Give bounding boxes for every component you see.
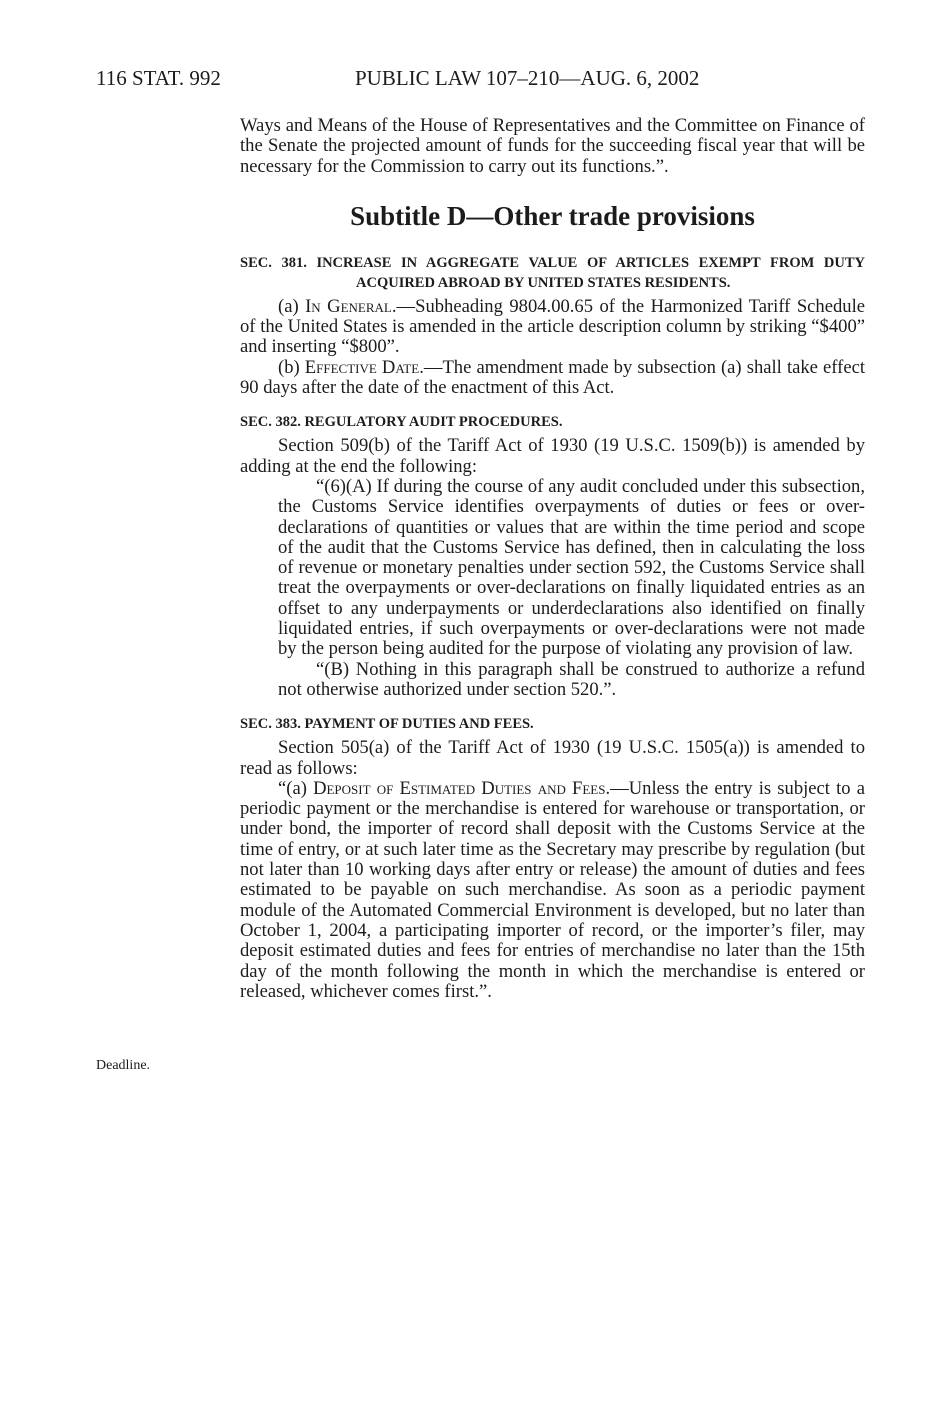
sec-381-subsection-a [240, 297, 865, 358]
sec-382-quote-a: “(6)(A) If during the course of any audit concluded under this subsection, the Customs Service identifies overpayments of duties or fees or over-declarations of quantities or values that are within the time period and scope of the audit that the Customs Service has defined, then in calculating the loss of revenue or monetary penalties under section 592, the Customs Service shall treat the overpayments or over-declarations on finally liquidated entries as an offset to any underpayments or underdeclarations also identified on finally liquidated entries, if such overpayments or over-declarations were not made by the person being audited for the purpose of violating any provision of law. [278, 475, 865, 660]
subsection-text: .—The amendment made by subsection (a) shall take effect 90 days after the date of the enactment of this Act. [240, 356, 865, 399]
subtitle-heading: Subtitle D—Other trade provisions [350, 200, 755, 231]
sec-383-intro: Section 505(a) of the Tariff Act of 1930 (19 U.S.C. 1505(a)) is amended to read as follows: [240, 737, 865, 779]
page-header [96, 66, 863, 94]
sec-381-heading: SEC. 381. INCREASE IN AGGREGATE VALUE OF ARTICLES EXEMPT FROM DUTY ACQUIRED ABROAD BY UNITED STATES RESIDENTS. [240, 254, 865, 291]
sec-382-quote-b: “(B) Nothing in this paragraph shall be construed to authorize a refund not otherwise authorized under section 520.”. [278, 658, 865, 700]
sec-381-subsection-b [240, 358, 865, 399]
subsection-label: (a) [278, 295, 306, 317]
stat-citation: 116 STAT. 992 [96, 66, 221, 90]
sec-383-heading: SEC. 383. PAYMENT OF DUTIES AND FEES. [240, 716, 534, 733]
sec-383-quote [240, 779, 865, 1002]
quote-caption: Deposit of Estimated Duties and Fees [313, 777, 606, 799]
subsection-label: (b) [278, 356, 305, 378]
quote-label: “(a) [278, 777, 314, 799]
sec-382-heading: SEC. 382. REGULATORY AUDIT PROCEDURES. [240, 414, 563, 431]
subsection-text: .—Subheading 9804.00.65 of the Harmonized Tariff Schedule of the United States is amended in the article description column by striking “$400” and inserting “$800”. [240, 295, 865, 358]
margin-note-deadline: Deadline. [96, 1058, 151, 1073]
continuation-paragraph: Ways and Means of the House of Representatives and the Committee on Finance of the Senate the projected amount of funds for the succeeding fiscal year that will be necessary for the Commission to carry out its functions.”. [240, 115, 865, 177]
quote-text: .—Unless the entry is subject to a periodic payment or the merchandise is entered for warehouse or transportation, or under bond, the importer of record shall deposit with the Customs Service at the time of entry, or at such later time as the Secretary may prescribe by regulation (but not later than 10 working days after entry or release) the amount of duties and fees estimated to be payable on such merchandise. As soon as a periodic payment module of the Automated Commercial Environment is developed, but no later than October 1, 2004, a participating importer of record, or the importer’s filer, may deposit estimated duties and fees for entries of merchandise no later than the 15th day of the month following the month in which the merchandise is entered or released, whichever comes first.”. [240, 777, 866, 1002]
subsection-caption: Effective Date [304, 356, 420, 378]
public-law-title: PUBLIC LAW 107–210—AUG. 6, 2002 [355, 66, 700, 90]
subsection-caption: In General [305, 295, 392, 317]
sec-382-intro: Section 509(b) of the Tariff Act of 1930 (19 U.S.C. 1509(b)) is amended by adding at the end the following: [240, 435, 865, 477]
page-body [240, 116, 865, 1002]
